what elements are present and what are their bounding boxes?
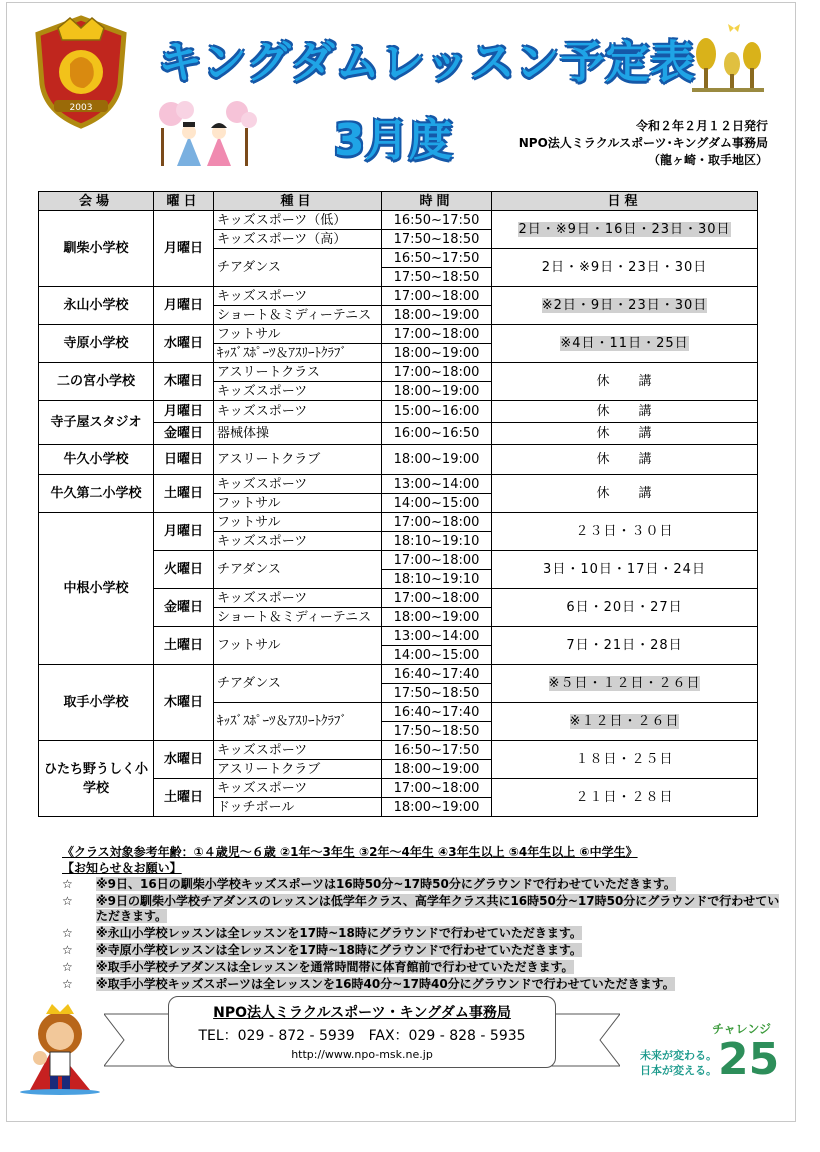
time-cell: 17:00~18:00 bbox=[382, 363, 492, 382]
challenge-25-logo bbox=[640, 1020, 780, 1090]
event-cell: キッズスポーツ bbox=[214, 287, 382, 306]
day-cell: 月曜日 bbox=[154, 401, 214, 423]
event-cell: キッズスポーツ bbox=[214, 741, 382, 760]
time-cell: 17:50~18:50 bbox=[382, 684, 492, 703]
day-cell: 水曜日 bbox=[154, 741, 214, 779]
day-cell: 土曜日 bbox=[154, 627, 214, 665]
schedule-cell: １８日・２５日 bbox=[492, 741, 758, 779]
table-row bbox=[39, 287, 758, 306]
star-icon: ☆ bbox=[62, 977, 73, 991]
day-cell: 木曜日 bbox=[154, 665, 214, 741]
event-cell: ショート＆ミディーテニス bbox=[214, 306, 382, 325]
time-cell: 14:00~15:00 bbox=[382, 646, 492, 665]
schedule-cell: 休 講 bbox=[492, 401, 758, 423]
table-row bbox=[39, 325, 758, 344]
challenge-number: 25 bbox=[718, 1034, 780, 1085]
event-cell: ｷｯｽﾞｽﾎﾟｰﾂ＆ｱｽﾘｰﾄｸﾗﾌﾞ bbox=[214, 344, 382, 363]
time-cell: 16:50~17:50 bbox=[382, 249, 492, 268]
schedule-cell bbox=[492, 325, 758, 363]
schedule-text: 2日・※9日・16日・23日・30日 bbox=[518, 222, 731, 237]
schedule-cell bbox=[492, 703, 758, 741]
day-cell: 土曜日 bbox=[154, 475, 214, 513]
day-cell: 月曜日 bbox=[154, 513, 214, 551]
time-cell: 17:00~18:00 bbox=[382, 779, 492, 798]
event-cell: フットサル bbox=[214, 325, 382, 344]
challenge-slogan bbox=[640, 1048, 717, 1078]
venue-cell: 永山小学校 bbox=[39, 287, 154, 325]
time-cell: 17:00~18:00 bbox=[382, 551, 492, 570]
emblem-year: 2003 bbox=[69, 103, 93, 113]
contact-phone-fax: TEL：029 - 872 - 5939 FAX：029 - 828 - 5935 bbox=[198, 1028, 526, 1044]
notice-list bbox=[62, 877, 782, 992]
schedule-text: ※2日・9日・23日・30日 bbox=[541, 298, 708, 313]
event-cell: フットサル bbox=[214, 513, 382, 532]
star-icon: ☆ bbox=[62, 943, 73, 957]
table-row bbox=[39, 665, 758, 684]
list-item bbox=[62, 960, 782, 975]
venue-cell: 二の宮小学校 bbox=[39, 363, 154, 401]
table-row bbox=[39, 211, 758, 230]
time-cell: 18:00~19:00 bbox=[382, 798, 492, 817]
star-icon: ☆ bbox=[62, 877, 73, 891]
time-cell: 13:00~14:00 bbox=[382, 627, 492, 646]
event-cell: キッズスポーツ bbox=[214, 779, 382, 798]
time-cell: 16:50~17:50 bbox=[382, 741, 492, 760]
lion-mascot-illustration bbox=[10, 1000, 110, 1096]
contact-box bbox=[168, 996, 556, 1068]
lesson-schedule-table bbox=[38, 191, 758, 817]
schedule-cell: 6日・20日・27日 bbox=[492, 589, 758, 627]
venue-cell: 馴柴小学校 bbox=[39, 211, 154, 287]
header-schedule: 日程 bbox=[492, 192, 758, 211]
event-cell: ドッチボール bbox=[214, 798, 382, 817]
time-cell: 18:00~19:00 bbox=[382, 382, 492, 401]
star-icon: ☆ bbox=[62, 926, 73, 940]
notice-text: ※取手小学校チアダンスは全レッスンを通常時間帯に体育館前で行わせていただきます。 bbox=[96, 960, 574, 974]
time-cell: 18:00~19:00 bbox=[382, 306, 492, 325]
issuer: NPO法人ミラクルスポーツ･キングダム事務局 bbox=[518, 136, 768, 150]
event-cell: ショート＆ミディーテニス bbox=[214, 608, 382, 627]
time-cell: 16:40~17:40 bbox=[382, 665, 492, 684]
event-cell: キッズスポーツ（低） bbox=[214, 211, 382, 230]
schedule-cell: 休 講 bbox=[492, 363, 758, 401]
day-cell: 木曜日 bbox=[154, 363, 214, 401]
region: （龍ヶ崎・取手地区） bbox=[647, 153, 768, 167]
star-icon: ☆ bbox=[62, 894, 73, 908]
issue-date: 令和２年２月１２日発行 bbox=[635, 119, 768, 133]
schedule-text: 2日・※9日・23日・30日 bbox=[541, 260, 708, 275]
time-cell: 18:10~19:10 bbox=[382, 570, 492, 589]
time-cell: 17:00~18:00 bbox=[382, 589, 492, 608]
time-cell: 17:50~18:50 bbox=[382, 268, 492, 287]
list-item bbox=[62, 926, 782, 941]
header-venue: 会場 bbox=[39, 192, 154, 211]
page-title: キングダムレッスン予定表 bbox=[158, 37, 696, 88]
event-cell: フットサル bbox=[214, 494, 382, 513]
event-cell: キッズスポーツ bbox=[214, 401, 382, 423]
event-cell: キッズスポーツ bbox=[214, 589, 382, 608]
time-cell: 17:50~18:50 bbox=[382, 230, 492, 249]
slogan-line-1: 未来が変わる。 bbox=[640, 1049, 717, 1062]
schedule-cell: 休 講 bbox=[492, 475, 758, 513]
time-cell: 18:00~19:00 bbox=[382, 344, 492, 363]
event-cell: フットサル bbox=[214, 627, 382, 665]
notice-text: ※9日、16日の馴柴小学校キッズスポーツは16時50分~17時50分にグラウンドで行わせていただきます。 bbox=[96, 877, 676, 891]
time-cell: 17:50~18:50 bbox=[382, 722, 492, 741]
table-header-row bbox=[39, 192, 758, 211]
slogan-line-2: 日本が変える。 bbox=[640, 1064, 717, 1077]
schedule-text: ※4日・11日・25日 bbox=[560, 336, 689, 351]
time-cell: 17:00~18:00 bbox=[382, 325, 492, 344]
venue-cell: 取手小学校 bbox=[39, 665, 154, 741]
event-cell: チアダンス bbox=[214, 551, 382, 589]
schedule-cell: 7日・21日・28日 bbox=[492, 627, 758, 665]
event-cell: アスリートクラス bbox=[214, 363, 382, 382]
hina-dolls-illustration bbox=[145, 96, 265, 174]
notice-heading: 【お知らせ＆お願い】 bbox=[62, 861, 182, 875]
schedule-cell: ２３日・３０日 bbox=[492, 513, 758, 551]
time-cell: 18:00~19:00 bbox=[382, 608, 492, 627]
contact-banner bbox=[168, 996, 556, 1070]
list-item bbox=[62, 943, 782, 958]
day-cell: 月曜日 bbox=[154, 211, 214, 287]
schedule-text: ※１２日・２６日 bbox=[569, 714, 680, 729]
contact-org: NPO法人ミラクルスポーツ・キングダム事務局 bbox=[213, 1005, 511, 1021]
list-item bbox=[62, 877, 782, 892]
table-row bbox=[39, 445, 758, 475]
time-cell: 16:00~16:50 bbox=[382, 423, 492, 445]
day-cell: 金曜日 bbox=[154, 589, 214, 627]
event-cell: アスリートクラブ bbox=[214, 760, 382, 779]
venue-cell: 寺原小学校 bbox=[39, 325, 154, 363]
time-cell: 18:10~19:10 bbox=[382, 532, 492, 551]
venue-cell: 中根小学校 bbox=[39, 513, 154, 665]
table-row bbox=[39, 401, 758, 423]
event-cell: 器械体操 bbox=[214, 423, 382, 445]
schedule-cell: 3日・10日・17日・24日 bbox=[492, 551, 758, 589]
schedule-text: ※５日・１２日・２６日 bbox=[548, 676, 701, 691]
schedule-cell: ２１日・２８日 bbox=[492, 779, 758, 817]
schedule-cell: 休 講 bbox=[492, 445, 758, 475]
time-cell: 13:00~14:00 bbox=[382, 475, 492, 494]
venue-cell: ひたち野うしく小学校 bbox=[39, 741, 154, 817]
notes-section bbox=[62, 845, 782, 994]
table-row bbox=[39, 475, 758, 494]
header-event: 種目 bbox=[214, 192, 382, 211]
star-icon: ☆ bbox=[62, 960, 73, 974]
time-cell: 16:50~17:50 bbox=[382, 211, 492, 230]
notice-text: ※取手小学校キッズスポーツは全レッスンを16時40分~17時40分にグラウンドで行わせていただきます。 bbox=[96, 977, 675, 991]
event-cell: チアダンス bbox=[214, 665, 382, 703]
time-cell: 16:40~17:40 bbox=[382, 703, 492, 722]
venue-cell: 牛久小学校 bbox=[39, 445, 154, 475]
list-item bbox=[62, 894, 782, 924]
time-cell: 18:00~19:00 bbox=[382, 445, 492, 475]
month-title: 3月度 bbox=[334, 115, 453, 166]
day-cell: 日曜日 bbox=[154, 445, 214, 475]
day-cell: 火曜日 bbox=[154, 551, 214, 589]
event-cell: キッズスポーツ bbox=[214, 475, 382, 494]
schedule-cell bbox=[492, 249, 758, 287]
event-cell: キッズスポーツ bbox=[214, 532, 382, 551]
venue-cell: 寺子屋スタジオ bbox=[39, 401, 154, 445]
day-cell: 土曜日 bbox=[154, 779, 214, 817]
event-cell: ｷｯｽﾞｽﾎﾟｰﾂ＆ｱｽﾘｰﾄｸﾗﾌﾞ bbox=[214, 703, 382, 741]
schedule-cell bbox=[492, 211, 758, 249]
event-cell: チアダンス bbox=[214, 249, 382, 287]
table-row bbox=[39, 363, 758, 382]
issue-info bbox=[508, 118, 768, 169]
day-cell: 水曜日 bbox=[154, 325, 214, 363]
day-cell: 金曜日 bbox=[154, 423, 214, 445]
notice-text: ※永山小学校レッスンは全レッスンを17時~18時にグラウンドで行わせていただきます。 bbox=[96, 926, 582, 940]
schedule-cell: 休 講 bbox=[492, 423, 758, 445]
table-row bbox=[39, 741, 758, 760]
kingdom-emblem-logo bbox=[28, 14, 134, 130]
tree-butterfly-illustration bbox=[688, 22, 768, 96]
time-cell: 17:00~18:00 bbox=[382, 287, 492, 306]
notice-text: ※寺原小学校レッスンは全レッスンを17時~18時にグラウンドで行わせていただきます。 bbox=[96, 943, 582, 957]
venue-cell: 牛久第二小学校 bbox=[39, 475, 154, 513]
header-time: 時間 bbox=[382, 192, 492, 211]
notice-text: ※9日の馴柴小学校チアダンスのレッスンは低学年クラス、高学年クラス共に16時50分~17時50分にグラウンドで行わせていただきます。 bbox=[96, 894, 780, 923]
header-day: 曜日 bbox=[154, 192, 214, 211]
event-cell: キッズスポーツ bbox=[214, 382, 382, 401]
time-cell: 15:00~16:00 bbox=[382, 401, 492, 423]
time-cell: 14:00~15:00 bbox=[382, 494, 492, 513]
class-age-guide: 《クラス対象参考年齢：①４歳児～６歳 ②1年～3年生 ③2年～4年生 ④3年生以上 ⑤4年生以上 ⑥中学生》 bbox=[62, 845, 638, 859]
list-item bbox=[62, 977, 782, 992]
contact-url: http://www.npo-msk.ne.jp bbox=[291, 1048, 433, 1061]
day-cell: 月曜日 bbox=[154, 287, 214, 325]
event-cell: キッズスポーツ（高） bbox=[214, 230, 382, 249]
challenge-label: チャレンジ bbox=[712, 1022, 772, 1036]
table-row bbox=[39, 513, 758, 532]
event-cell: アスリートクラブ bbox=[214, 445, 382, 475]
schedule-cell bbox=[492, 287, 758, 325]
schedule-cell bbox=[492, 665, 758, 703]
time-cell: 18:00~19:00 bbox=[382, 760, 492, 779]
time-cell: 17:00~18:00 bbox=[382, 513, 492, 532]
